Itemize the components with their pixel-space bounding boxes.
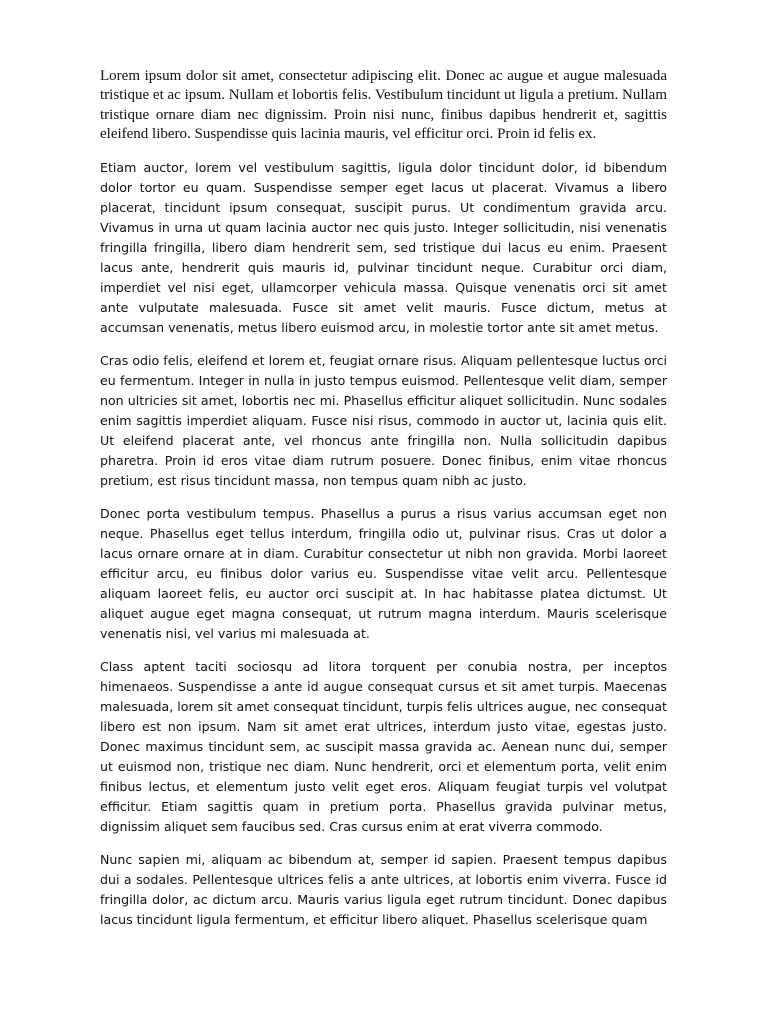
- paragraph-2: Etiam auctor, lorem vel vestibulum sagittis, ligula dolor tincidunt dolor, id bibendum dolor tortor eu quam. Suspendisse semper eget lacus ut placerat. Vivamus a libero placerat, tincidunt ipsum consequat, suscipit purus. Ut condimentum gravida arcu. Vivamus in urna ut quam lacinia auctor nec quis justo. Integer sollicitudin, nisi venenatis fringilla fringilla, libero diam hendrerit sem, sed tristique dui lacus eu enim. Praesent lacus ante, hendrerit quis mauris id, pulvinar tincidunt neque. Curabitur orci diam, imperdiet vel nisi eget, ullamcorper vehicula massa. Quisque venenatis orci sit amet ante vulputate malesuada. Fusce sit amet velit mauris. Fusce dictum, metus at accumsan venenatis, metus libero euismod arcu, in molestie tortor ante sit amet metus.: [100, 160, 667, 336]
- paragraph-6: Nunc sapien mi, aliquam ac bibendum at, semper id sapien. Praesent tempus dapibus dui a sodales. Pellentesque ultrices felis a ante ultrices, at lobortis enim viverra. Fusce id fringilla dolor, ac dictum arcu. Mauris varius ligula eget rutrum tincidunt. Donec dapibus lacus tincidunt ligula fermentum, et efficitur libero aliquet. Phasellus scelerisque quam: [100, 852, 667, 928]
- paragraph-1: Lorem ipsum dolor sit amet, consectetur adipiscing elit. Donec ac augue et augue malesuada tristique et ac ipsum. Nullam et lobortis felis. Vestibulum tincidunt ut ligula a pretium. Nullam tristique ornare diam nec dignissim. Proin nisi nunc, finibus dapibus hendrerit et, sagittis eleifend libero. Suspendisse quis lacinia mauris, vel efficitur orci. Proin id felis ex.: [100, 68, 667, 142]
- paragraph-3: Cras odio felis, eleifend et lorem et, feugiat ornare risus. Aliquam pellentesque luctus orci eu fermentum. Integer in nulla in justo tempus euismod. Pellentesque velit diam, semper non ultricies sit amet, lobortis nec mi. Phasellus efficitur aliquet sollicitudin. Nunc sodales enim sagittis imperdiet aliquam. Fusce nisi risus, commodo in auctor ut, lacinia quis elit. Ut eleifend placerat ante, vel rhoncus ante fringilla non. Nulla sollicitudin dapibus pharetra. Proin id eros vitae diam rutrum posuere. Donec finibus, enim vitae rhoncus pretium, est risus tincidunt massa, non tempus quam nibh ac justo.: [100, 353, 667, 489]
- document-page: [100, 67, 667, 943]
- paragraph-5: Class aptent taciti sociosqu ad litora torquent per conubia nostra, per inceptos himenaeos. Suspendisse a ante id augue consequat cursus et sit amet turpis. Maecenas malesuada, lorem sit amet consequat tincidunt, turpis felis ultrices augue, nec consequat libero est non ipsum. Nam sit amet erat ultrices, interdum justo vitae, egestas justo. Donec maximus tincidunt sem, ac suscipit massa gravida ac. Aenean nunc dui, semper ut euismod non, tristique nec diam. Nunc hendrerit, orci et elementum porta, velit enim finibus lectus, et elementum justo velit eget eros. Aliquam feugiat turpis vel volutpat efficitur. Etiam sagittis quam in pretium porta. Phasellus gravida pulvinar metus, dignissim aliquet sem faucibus sed. Cras cursus enim at erat viverra commodo.: [100, 659, 667, 835]
- paragraph-4: Donec porta vestibulum tempus. Phasellus a purus a risus varius accumsan eget non neque. Phasellus eget tellus interdum, fringilla odio ut, pulvinar risus. Cras ut dolor a lacus ornare ornare at in diam. Curabitur consectetur ut nibh non gravida. Morbi laoreet efficitur arcu, eu finibus dolor varius eu. Suspendisse vitae velit arcu. Pellentesque aliquam laoreet felis, eu auctor orci suscipit at. In hac habitasse platea dictumst. Ut aliquet augue eget magna consequat, ut rutrum magna interdum. Mauris scelerisque venenatis nisi, vel varius mi malesuada at.: [100, 506, 667, 642]
